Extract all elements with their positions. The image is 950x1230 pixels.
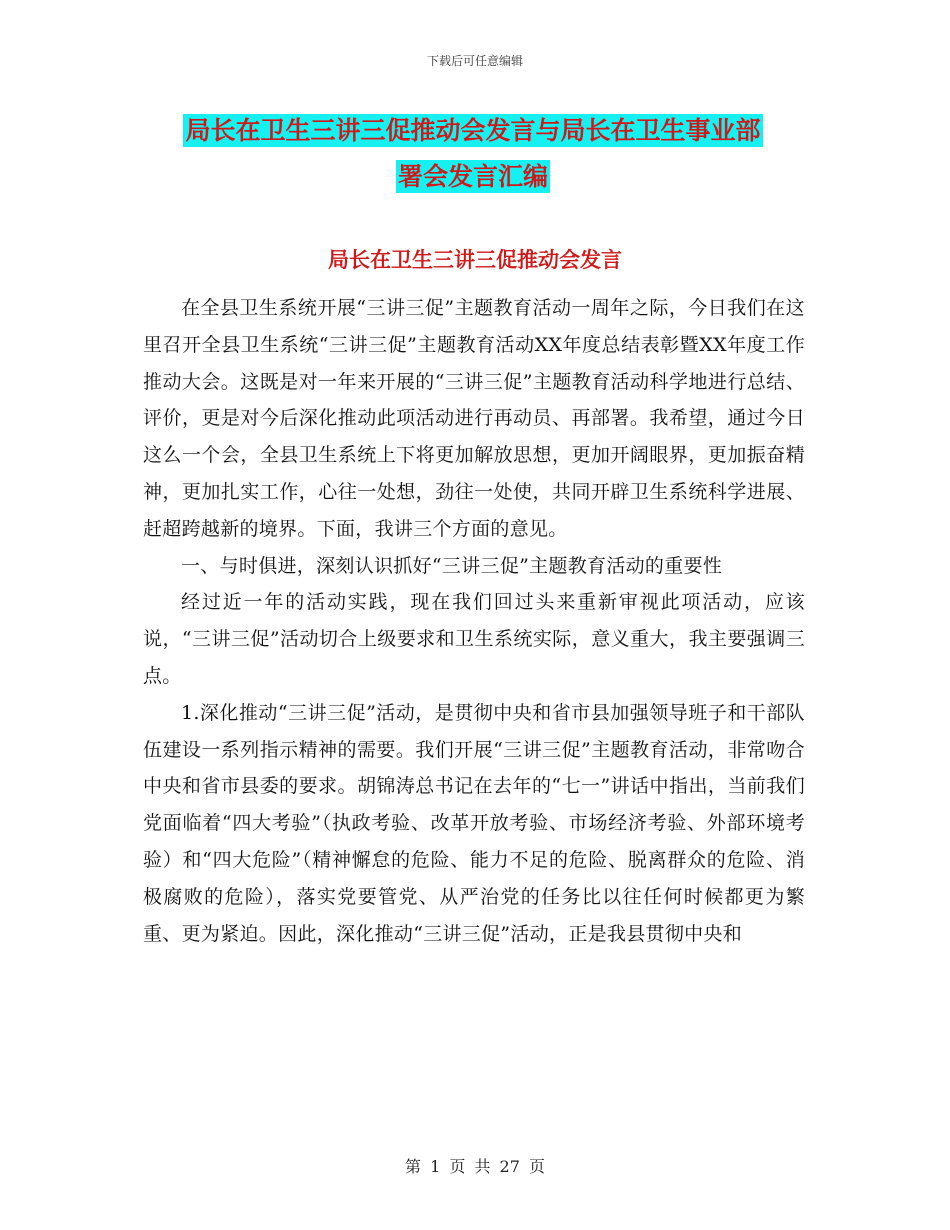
body-text <box>143 290 805 952</box>
document-title-line-1: 局长在卫生三讲三促推动会发言与局长在卫生事业部 <box>185 116 761 145</box>
paragraph-intro: 在全县卫生系统开展“三讲三促”主题教育活动一周年之际，今日我们在这里召开全县卫生系统“三讲三促”主题教育活动XX年度总结表彰暨XX年度工作推动大会。这既是对一年来开展的“三讲三促”主题教育活动科学地进行总结、评价，更是对今后深化推动此项活动进行再动员、再部署。我希望，通过今日这么一个会，全县卫生系统上下将更加解放思想，更加开阔眼界，更加振奋精神，更加扎实工作，心往一处想，劲往一处使，共同开辟卫生系统科学进展、赶超跨越新的境界。下面，我讲三个方面的意见。 <box>143 297 805 540</box>
paragraph-point-1: 1.深化推动“三讲三促”活动，是贯彻中央和省市县加强领导班子和干部队伍建设一系列指示精神的需要。我们开展“三讲三促”主题教育活动，非常吻合中央和省市县委的要求。胡锦涛总书记在去年的“七一”讲话中指出，当前我们党面临着“四大考验”（执政考验、改革开放考验、市场经济考验、外部环境考验）和“四大危险”（精神懈怠的危险、能力不足的危险、脱离群众的危险、消极腐败的危险），落实党要管党、从严治党的任务比以往任何时候都更为繁重、更为紧迫。因此，深化推动“三讲三促”活动，正是我县贯彻中央和 <box>143 701 805 945</box>
paragraph-heading-1: 一、与时俱进，深刻认识抓好“三讲三促”主题教育活动的重要性 <box>181 554 723 577</box>
header-note: 下载后可任意编辑 <box>426 54 523 68</box>
document-title <box>143 108 803 200</box>
document-title-line-2: 署会发言汇编 <box>397 162 548 191</box>
page-footer: 第 1 页 共 27 页 <box>405 1157 545 1176</box>
section-title: 局长在卫生三讲三促推动会发言 <box>328 248 622 272</box>
paragraph-review: 经过近一年的活动实践，现在我们回过头来重新审视此项活动，应该说，“三讲三促”活动切合上级要求和卫生系统实际，意义重大，我主要强调三点。 <box>143 591 805 687</box>
